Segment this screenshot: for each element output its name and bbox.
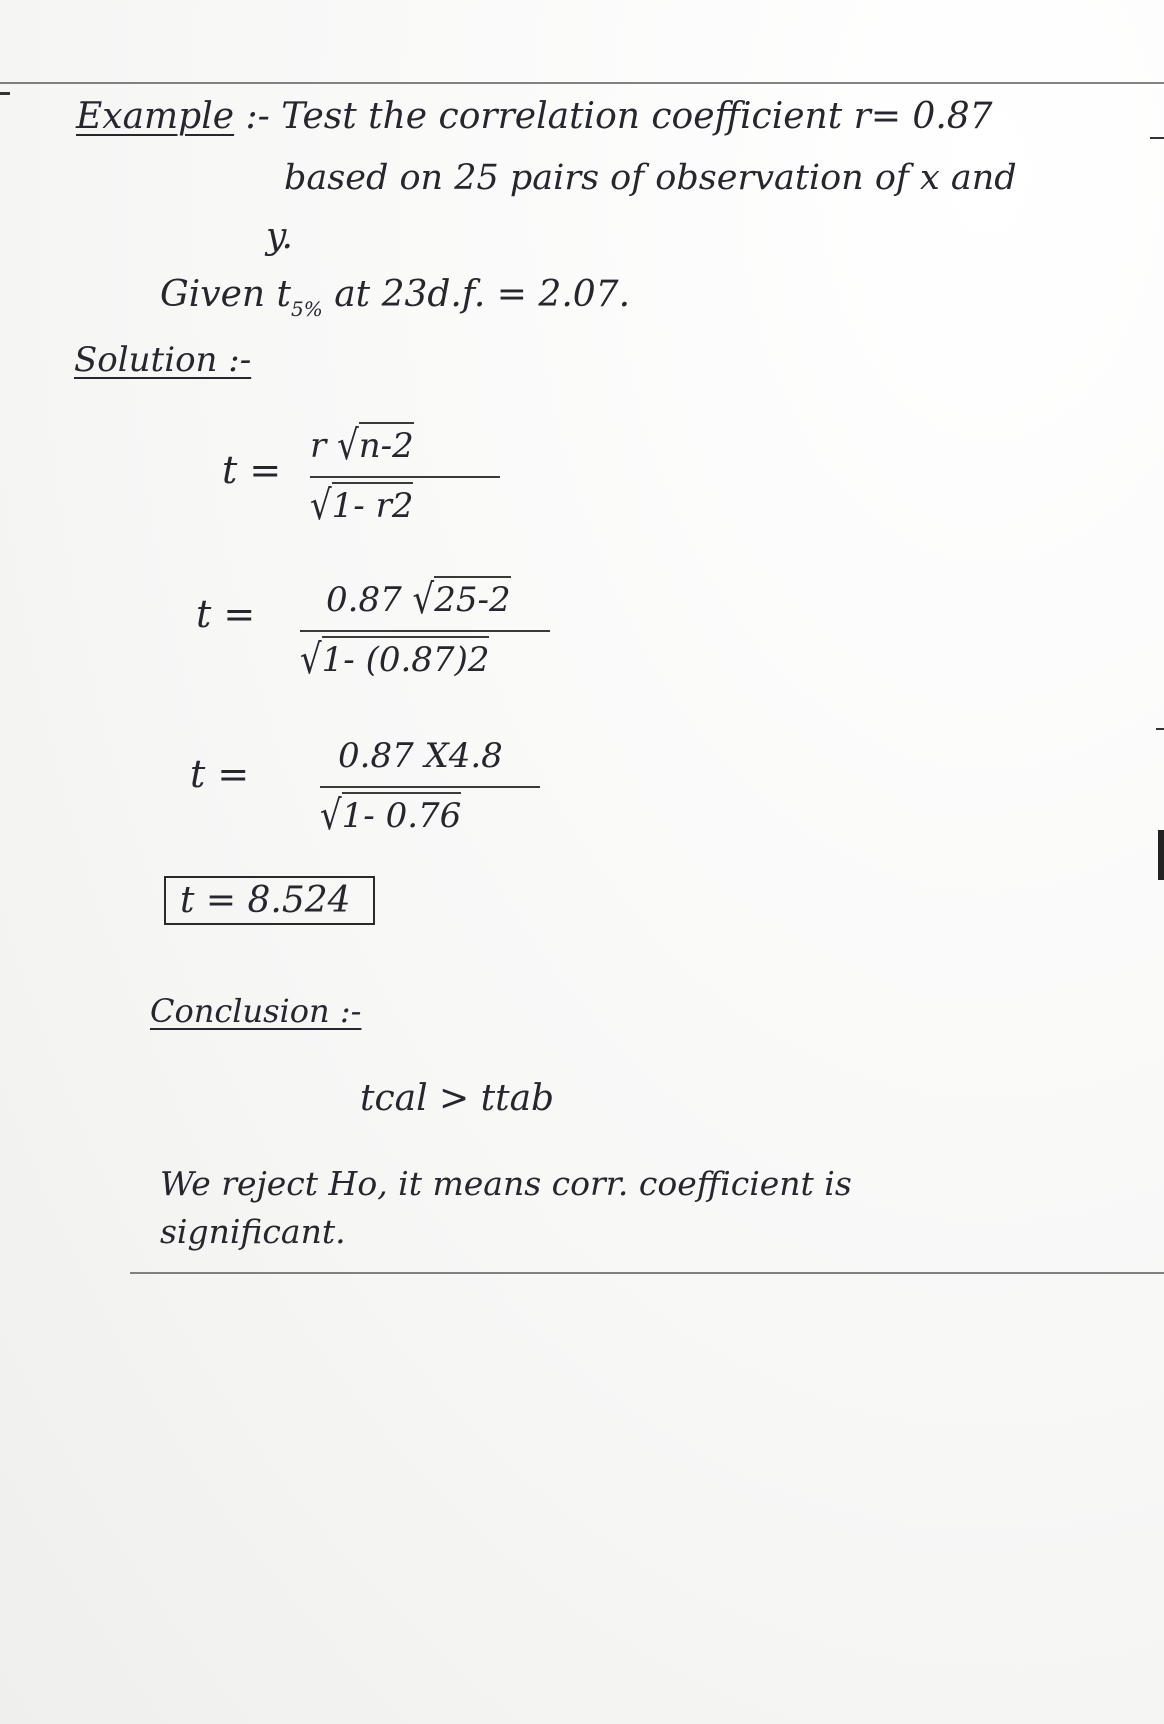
step-3-denominator [320, 792, 462, 840]
example-line-3: y. [266, 216, 293, 257]
step-3-den-radicand: 1- 0.76 [342, 792, 462, 836]
step-2-num-radicand: 25-2 [434, 576, 510, 620]
sqrt-symbol: √ [310, 482, 332, 530]
step-1-num-radicand: n-2 [359, 422, 414, 466]
statement-line-2: significant. [160, 1212, 346, 1251]
given-subscript: 5% [291, 297, 323, 321]
step-1-num-coef: r [310, 426, 327, 466]
step-2-num-coef: 0.87 [326, 580, 402, 620]
step-2-fraction [300, 576, 550, 684]
example-label: Example [76, 96, 235, 137]
step-1-lhs: t = [222, 448, 282, 492]
given-line [160, 274, 630, 321]
example-separator: :- [245, 96, 270, 137]
step-1-numerator [310, 422, 414, 470]
sqrt-symbol: √ [300, 636, 322, 684]
step-1-fraction [310, 422, 500, 530]
edge-mark-left [0, 92, 10, 95]
step-1-fraction-bar [310, 476, 500, 478]
solution-label: Solution :- [74, 340, 252, 380]
edge-mark-right-1 [1150, 137, 1164, 139]
example-line-1: Test the correlation coefficient r= 0.87 [281, 96, 993, 137]
step-2-denominator [300, 636, 490, 684]
edge-mark-right-2 [1156, 728, 1164, 730]
example-heading [76, 96, 993, 137]
top-rule [0, 82, 1164, 84]
statement-line-1: We reject Ho, it means corr. coefficient is [160, 1164, 852, 1203]
step-2-numerator [300, 576, 511, 624]
given-suffix: at 23d.f. = 2.07. [334, 274, 631, 315]
example-line-2: based on 25 pairs of observation of x and [284, 158, 1017, 198]
step-3-numerator [320, 736, 503, 776]
step-3-lhs: t = [190, 752, 250, 796]
step-1-denominator [310, 482, 414, 530]
sqrt-symbol: √ [412, 576, 435, 624]
step-3-fraction-bar [320, 786, 540, 788]
conclusion-label: Conclusion :- [150, 992, 362, 1030]
step-2-fraction-bar [300, 630, 550, 632]
sqrt-symbol: √ [337, 422, 359, 470]
step-3-num-coef: 0.87 X4.8 [338, 736, 503, 776]
result-box: t = 8.524 [164, 876, 375, 925]
step-2-den-radicand: 1- (0.87)2 [322, 636, 490, 680]
step-2-lhs: t = [196, 592, 256, 636]
step-1-den-radicand: 1- r2 [332, 482, 414, 526]
sqrt-symbol: √ [320, 792, 342, 840]
comparison: tcal > ttab [360, 1078, 555, 1119]
step-3-fraction [320, 736, 540, 840]
given-prefix: Given t [160, 274, 292, 315]
bottom-rule [130, 1272, 1164, 1274]
edge-mark-right-3 [1158, 830, 1164, 880]
